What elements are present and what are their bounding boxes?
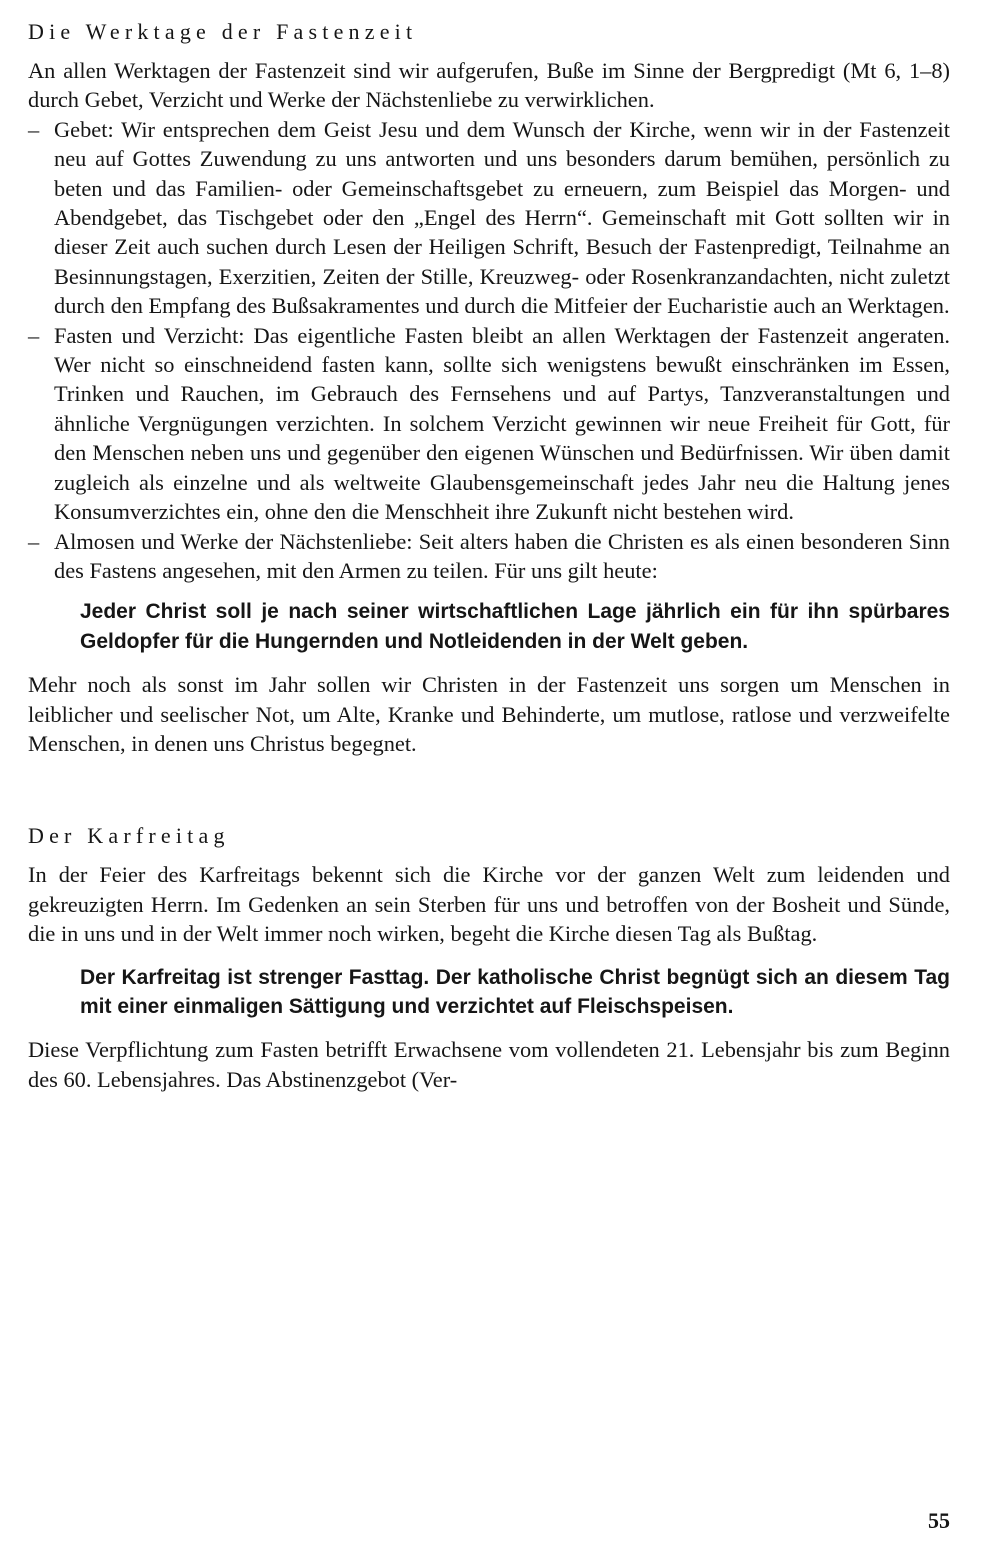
section-spacer [28,758,950,816]
page-content [28,12,950,1094]
intro-paragraph: An allen Werktagen der Fastenzeit sind wir aufgerufen, Buße im Sinne der Bergpredigt (Mt 6, 1–8) durch Gebet, Verzicht und Werke der Nächstenliebe zu verwirklichen. [28,58,950,113]
karfreitag-closing: Diese Verpflichtung zum Fasten betrifft Erwachsene vom vollendeten 21. Lebensjahr bis zum Beginn des 60. Lebensjahres. Das Abstinenzgebot (Ver- [28,1037,950,1092]
page-number: 55 [928,1508,950,1533]
dash-bullet: – [28,116,40,142]
list-item [28,321,950,527]
rule-fasting: Der Karfreitag ist strenger Fasttag. Der katholische Christ begnügt sich an diesem Tag mit einer einmaligen Sättigung und verzichtet auf Fleischspeisen. [80,965,950,1018]
dash-bullet: – [28,322,40,348]
list-item [28,527,950,586]
rule-almsgiving: Jeder Christ soll je nach seiner wirtschaftlichen Lage jährlich ein für ihn spürbares Geldopfer für die Hungernden und Notleidenden in der Welt geben. [80,600,950,653]
list-item [28,115,950,321]
list-item-text: Gebet: Wir entsprechen dem Geist Jesu und dem Wunsch der Kirche, wenn wir in der Fastenzeit neu auf Gottes Zuwendung zu uns antworten und uns besonders darum bemühen, persönlich zu beten und das Familien- oder Gemeinschaftsgebet zu erneuern, zum Beispiel das Morgen- und Abendgebet, das Tischgebet oder den „Engel des Herrn“. Gemeinschaft mit Gott sollten wir in dieser Zeit auch suchen durch Lesen der Heiligen Schrift, Besuch der Fastenpredigt, Teilnahme an Besinnungstagen, Exerzitien, Zeiten der Stille, Kreuzweg- oder Rosenkranzandachten, nicht zuletzt durch den Empfang des Bußsakramentes und durch die Mitfeier der Eucharistie auch an Werktagen. [54,116,950,319]
practice-list [28,115,950,586]
section-heading-werktage: Die Werktage der Fastenzeit [28,19,418,44]
karfreitag-intro: In der Feier des Karfreitags bekennt sich die Kirche vor der ganzen Welt zum leidenden und gekreuzigten Herrn. Im Gedenken an sein Sterben für uns und betroffen von der Bosheit und Sünde, die in uns und in der Welt immer noch wirken, begeht die Kirche diesen Tag als Bußtag. [28,862,950,947]
list-item-text: Fasten und Verzicht: Das eigentliche Fasten bleibt an allen Werktagen der Fastenzeit angeraten. Wer nicht so einschneidend fasten kann, sollte sich wenigstens bewußt einschränken im Essen, Trinken und Rauchen, im Gebrauch des Fernsehens und auf Partys, Tanzveranstaltungen und ähnliche Vergnügungen verzichten. In solchem Verzicht gewinnen wir neue Freiheit für Gott, für den Menschen neben uns und gegenüber den eigenen Wünschen und Bedürfnissen. Wir üben damit zugleich als einzelne und als weltweite Glaubensgemeinschaft jedes Jahr neu die Haltung jenes Konsumverzichtes ein, ohne den die Menschheit ihre Zukunft nicht bestehen wird. [54,322,950,525]
section-heading-karfreitag: Der Karfreitag [28,823,230,849]
closing-paragraph: Mehr noch als sonst im Jahr sollen wir Christen in der Fastenzeit uns sorgen um Menschen in leiblicher und seelischer Not, um Alte, Kranke und Behinderte, um mutlose, ratlose und verzweifelte Menschen, in denen uns Christus begegnet. [28,672,950,756]
dash-bullet: – [28,528,40,554]
list-item-text: Almosen und Werke der Nächstenliebe: Seit alters haben die Christen es als einen besonderen Sinn des Fastens angesehen, mit den Armen zu teilen. Für uns gilt heute: [54,528,950,583]
